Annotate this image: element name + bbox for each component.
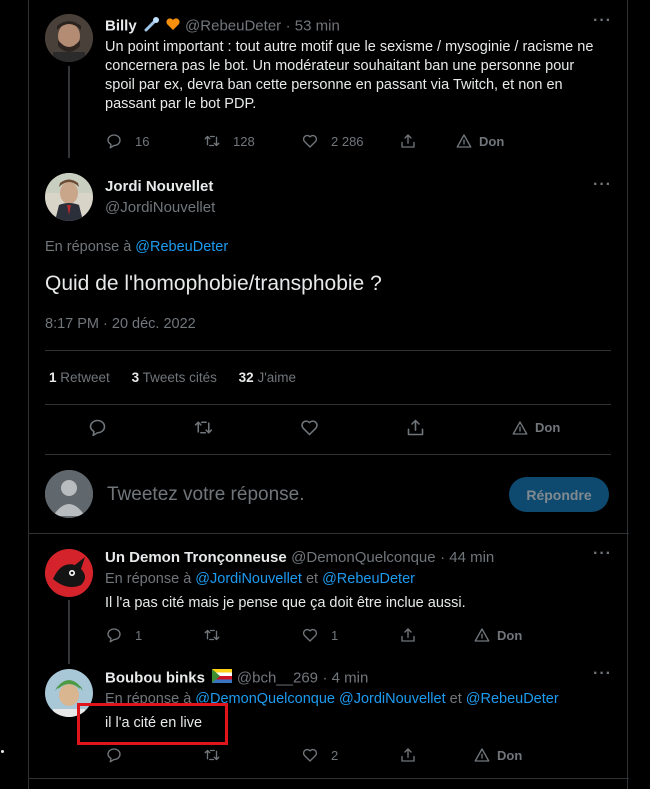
tweet-text: Il l'a pas cité mais je pense que ça doit être inclue aussi. [105, 595, 466, 611]
reply-prefix: En réponse à [105, 691, 192, 707]
divider [29, 533, 629, 534]
author-name[interactable]: Jordi Nouvellet [105, 178, 214, 195]
tweet-time[interactable]: · 44 min [440, 549, 495, 566]
tip-label: Don [497, 627, 523, 643]
like-stat[interactable] [239, 370, 296, 385]
thread-line [68, 600, 70, 664]
tip-icon [511, 419, 529, 437]
reply-to-link[interactable]: @JordiNouvellet [339, 691, 446, 707]
author-name[interactable]: Billy [105, 17, 137, 35]
retweet-icon [203, 132, 221, 150]
heart-icon [301, 746, 319, 764]
author-name[interactable]: Un Demon Tronçonneuse [105, 549, 287, 566]
user-avatar[interactable] [45, 470, 93, 518]
reply-and: et [449, 691, 462, 707]
retweet-count: 128 [233, 133, 255, 149]
reply-to-link[interactable]: @DemonQuelconque [195, 691, 335, 707]
divider [29, 778, 629, 779]
tweet-text: Un point important : tout autre motif que le sexisme / mysoginie / racisme ne concernera pas le bot. Un modérateur souhaitant ban une personne pour spoil par ex, devra ban cette personne en passant via Twitch, et non en passant par le bot PDP. [105, 39, 594, 112]
more-options-icon[interactable]: ··· [593, 665, 612, 682]
share-icon [399, 626, 417, 644]
retweet-stat-count: 1 [49, 370, 57, 385]
heart-icon [301, 132, 319, 150]
reply-context [45, 239, 228, 255]
highlight-box [77, 703, 228, 745]
like-count: 2 286 [331, 133, 364, 149]
reply-and: et [305, 571, 319, 587]
compose-input[interactable]: Tweetez votre réponse. [107, 484, 305, 505]
reply-button[interactable] [105, 746, 203, 764]
more-options-icon[interactable]: ··· [593, 12, 612, 29]
retweet-stat-label: Retweet [60, 370, 110, 385]
tip-button[interactable] [511, 419, 560, 437]
like-count: 2 [331, 747, 339, 763]
share-button[interactable] [405, 417, 511, 438]
reply-icon [87, 417, 108, 438]
like-button[interactable] [301, 746, 399, 764]
reply-to-link[interactable]: @RebeuDeter [135, 239, 229, 255]
share-button[interactable] [399, 626, 473, 644]
author-handle[interactable]: @bch__269 [236, 669, 319, 687]
share-icon [399, 132, 417, 150]
avatar-demon[interactable] [45, 549, 93, 597]
tip-label: Don [479, 133, 505, 149]
heart-icon [299, 417, 320, 438]
reply-to-link[interactable]: @RebeuDeter [322, 571, 415, 587]
share-button[interactable] [399, 746, 473, 764]
tip-icon [455, 132, 473, 150]
tip-label: Don [535, 420, 561, 435]
retweet-button[interactable] [203, 132, 301, 150]
like-button[interactable] [299, 417, 405, 438]
tip-icon [473, 626, 491, 644]
reply-button[interactable] [105, 626, 203, 644]
comet-emoji-icon [144, 16, 160, 37]
author-handle[interactable]: @RebeuDeter [185, 17, 282, 35]
like-stat-count: 32 [238, 370, 254, 385]
tweet-time[interactable]: · 53 min [285, 17, 340, 35]
retweet-stat[interactable] [49, 370, 110, 385]
tip-label: Don [497, 747, 523, 763]
reply-count: 16 [135, 133, 150, 149]
engagement-stats [49, 370, 296, 385]
reply-submit-button[interactable]: Répondre [509, 477, 609, 512]
author-handle[interactable]: @JordiNouvellet [105, 199, 216, 216]
tip-button[interactable] [473, 746, 522, 764]
flag-icon [212, 669, 232, 688]
tip-button[interactable] [473, 626, 522, 644]
reply-prefix: En réponse à [45, 239, 132, 255]
more-options-icon[interactable]: ··· [593, 176, 612, 193]
reply-count: 1 [135, 627, 143, 643]
divider [45, 350, 611, 351]
retweet-button[interactable] [193, 417, 299, 438]
like-count: 1 [331, 627, 339, 643]
thread-line [68, 66, 70, 158]
main-tweet-text: Quid de l'homophobie/transphobie ? [45, 272, 382, 295]
author-name[interactable]: Boubou binks [105, 669, 205, 687]
reply-to-link[interactable]: @RebeuDeter [465, 691, 559, 707]
retweet-icon [193, 417, 214, 438]
retweet-button[interactable] [203, 746, 301, 764]
reply-icon [105, 746, 123, 764]
share-icon [405, 417, 426, 438]
share-icon [399, 746, 417, 764]
reply-icon [105, 626, 123, 644]
like-stat-label: J'aime [257, 370, 297, 385]
tweet-time[interactable]: · 4 min [322, 669, 369, 687]
retweet-button[interactable] [203, 626, 301, 644]
timeline-column [28, 0, 628, 789]
reply-button[interactable] [105, 132, 203, 150]
quote-stat-label: Tweets cités [142, 370, 217, 385]
tweet-text: il l'a cité en live [105, 715, 203, 731]
reply-context [105, 571, 415, 587]
like-button[interactable] [301, 626, 399, 644]
tip-icon [473, 746, 491, 764]
share-button[interactable] [399, 132, 455, 150]
tip-button[interactable] [455, 132, 504, 150]
avatar-billy[interactable] [45, 14, 93, 62]
retweet-icon [203, 626, 221, 644]
quote-stat-count: 3 [131, 370, 140, 385]
stray-dot [1, 750, 4, 753]
reply-icon [105, 132, 123, 150]
author-handle[interactable]: @DemonQuelconque [291, 549, 436, 566]
tweet-timestamp[interactable]: 8:17 PM · 20 déc. 2022 [45, 316, 196, 332]
reply-to-link[interactable]: @JordiNouvellet [195, 571, 302, 587]
orange-heart-icon [165, 16, 181, 37]
heart-icon [301, 626, 319, 644]
divider [45, 454, 611, 455]
divider [45, 404, 611, 405]
like-button[interactable] [301, 132, 399, 150]
more-options-icon[interactable]: ··· [593, 545, 612, 562]
reply-button[interactable] [87, 417, 193, 438]
retweet-icon [203, 746, 221, 764]
quote-stat[interactable] [132, 370, 217, 385]
reply-prefix: En réponse à [105, 571, 192, 587]
avatar-jordi[interactable] [45, 173, 93, 221]
